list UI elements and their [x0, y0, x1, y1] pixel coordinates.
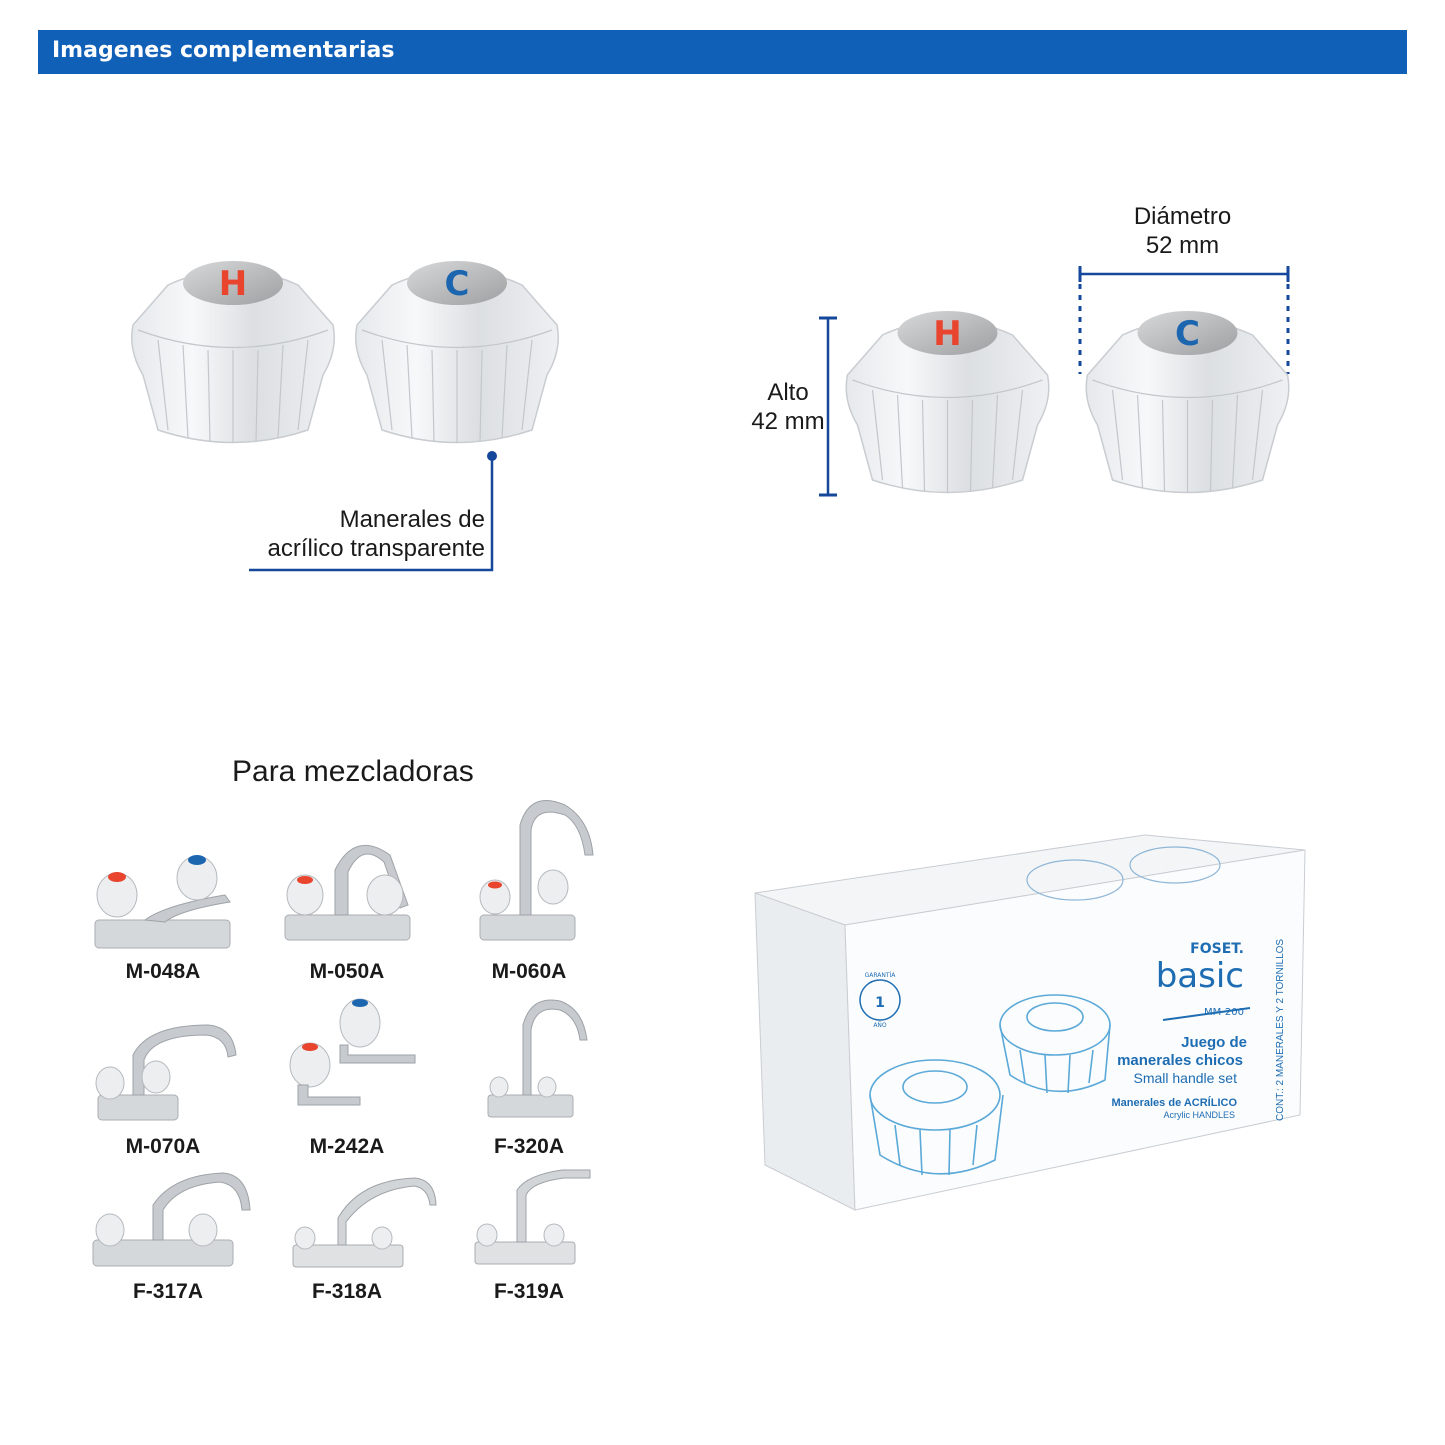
knob-hot-image [128, 250, 338, 460]
faucet-f317a-image [88, 1165, 258, 1275]
height-value: 42 mm [751, 408, 825, 435]
model-label-4: M-070A [125, 1135, 201, 1158]
faucet-f319a-image [472, 1160, 597, 1275]
knob-cold-dim-image [1080, 300, 1295, 510]
hot-letter-dim: H [933, 314, 962, 354]
box-title1: Juego de [1181, 1034, 1247, 1051]
box-contents: CONT.: 2 MANERALES Y 2 TORNILLOS [1275, 938, 1286, 1121]
callout-label [240, 505, 485, 563]
cold-letter-dim: C [1175, 314, 1200, 354]
faucets-title: Para mezcladoras [232, 755, 474, 788]
diameter-label [1100, 202, 1265, 260]
box-warranty: GARANTÍA [864, 972, 896, 979]
faucet-m070a-image [88, 1015, 243, 1125]
model-label-6: F-320A [493, 1135, 565, 1158]
cold-letter: C [444, 264, 470, 304]
height-title: Alto [767, 379, 809, 406]
height-label [748, 378, 828, 436]
box-warranty-unit: AÑO [873, 1022, 887, 1029]
faucet-m050a-image [280, 830, 420, 945]
model-label-9: F-319A [493, 1280, 565, 1303]
callout-line1: Manerales de [339, 506, 485, 533]
knob-cold-image [352, 250, 562, 460]
box-brand: FOSET. [1190, 941, 1244, 957]
product-box-image [755, 825, 1315, 1225]
diameter-value: 52 mm [1145, 232, 1220, 259]
model-label-7: F-317A [132, 1280, 204, 1303]
box-warranty-years: 1 [875, 995, 885, 1011]
faucet-f320a-image [485, 995, 595, 1125]
faucet-f318a-image [290, 1170, 440, 1275]
diameter-title: Diámetro [1133, 203, 1232, 230]
box-material-en: Acrylic HANDLES [1163, 1110, 1235, 1120]
faucet-m048a-image [85, 850, 240, 955]
model-label-1: M-048A [125, 960, 201, 983]
box-subtitle: Small handle set [1133, 1070, 1237, 1086]
faucet-m060a-image [475, 795, 600, 945]
callout-line2: acrílico transparente [267, 535, 485, 562]
header-bar [38, 30, 1407, 74]
box-line: basic [1155, 956, 1244, 996]
box-model: MM-200 [1204, 1007, 1244, 1018]
model-label-2: M-050A [309, 960, 385, 983]
model-label-3: M-060A [491, 960, 567, 983]
box-material: Manerales de ACRÍLICO [1111, 1097, 1237, 1109]
model-label-5: M-242A [309, 1135, 385, 1158]
hot-letter: H [218, 264, 248, 304]
header-title: Imagenes complementarias [52, 38, 395, 63]
knob-hot-dim-image [840, 300, 1055, 510]
faucet-m242a-image [280, 995, 425, 1115]
box-title2: manerales chicos [1117, 1052, 1243, 1069]
model-label-8: F-318A [311, 1280, 383, 1303]
